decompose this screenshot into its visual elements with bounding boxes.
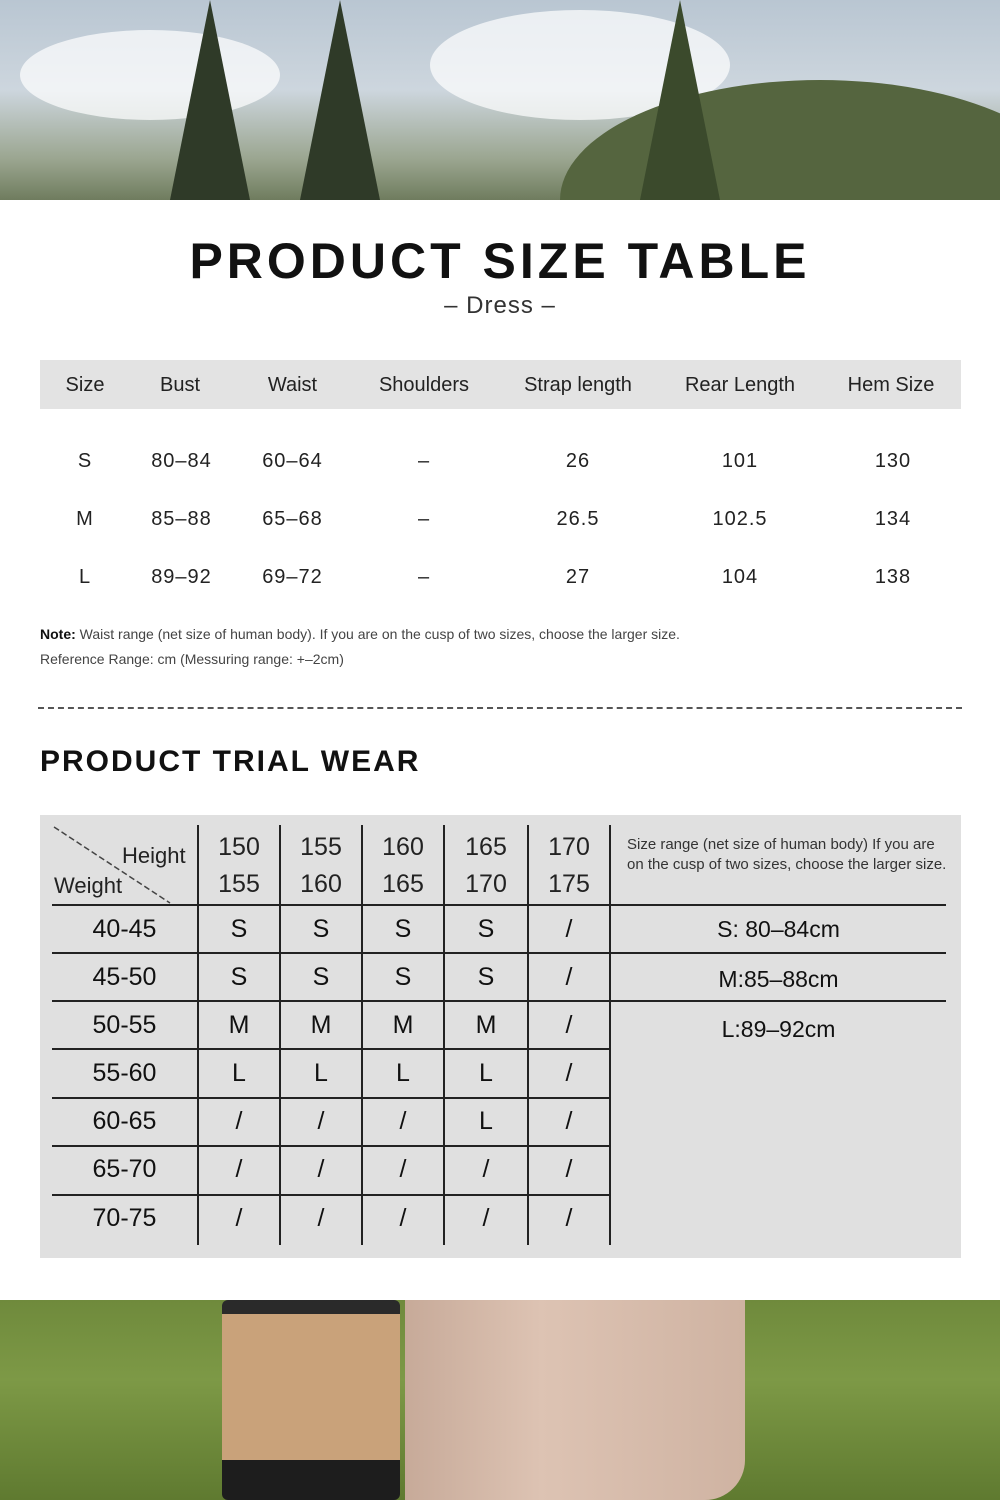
cell-hem-size: 138: [874, 566, 912, 588]
size-range-s: S: 80–84cm: [717, 916, 840, 942]
weight-cell: 50-55: [92, 1011, 157, 1039]
note-label: Note:: [40, 626, 76, 642]
cell-strap-length: 26: [565, 450, 591, 472]
size-cell: S: [477, 963, 495, 991]
height-col-2: [280, 829, 362, 903]
size-cell: /: [482, 1204, 490, 1232]
trial-wear-title: PRODUCT TRIAL WEAR: [40, 745, 421, 778]
size-cell: /: [399, 1107, 407, 1135]
grid-line: [52, 1000, 610, 1002]
grid-line: [52, 1097, 610, 1099]
size-cell: L: [479, 1059, 493, 1087]
cell-bust: 85–88: [151, 508, 212, 530]
height-from: 155: [300, 833, 342, 861]
note-text: Waist range (net size of human body). If you are on the cusp of two sizes, choose the larger size.: [75, 626, 680, 642]
size-note: [40, 626, 680, 642]
size-cell: /: [399, 1204, 407, 1232]
height-to: 160: [300, 870, 342, 898]
grid-line: [609, 904, 946, 906]
size-cell: S: [230, 963, 248, 991]
height-col-3: [362, 829, 444, 903]
size-cell: S: [230, 915, 248, 943]
size-range-l: L:89–92cm: [721, 1016, 836, 1042]
height-from: 165: [465, 833, 507, 861]
weight-cell: 70-75: [92, 1204, 157, 1232]
height-col-5: [528, 829, 610, 903]
grid-line: [52, 952, 610, 954]
weight-cell: 65-70: [92, 1155, 157, 1183]
size-cell: /: [565, 1011, 573, 1039]
grid-line: [52, 1194, 610, 1196]
size-cell: /: [565, 1059, 573, 1087]
size-cell: /: [565, 1107, 573, 1135]
height-from: 150: [218, 833, 260, 861]
trial-wear-table: [40, 815, 961, 1258]
size-cell: /: [317, 1204, 325, 1232]
size-cell: S: [477, 915, 495, 943]
cell-bust: 89–92: [151, 566, 212, 588]
grid-line: [52, 904, 610, 906]
size-cell: L: [314, 1059, 328, 1087]
cell-bust: 80–84: [151, 450, 212, 472]
size-cell: S: [312, 963, 330, 991]
size-cell: /: [565, 1204, 573, 1232]
weight-label: Weight: [54, 873, 123, 898]
weight-cell: 55-60: [92, 1059, 157, 1087]
cell-shoulders: –: [417, 450, 431, 472]
grid-line: [609, 1000, 946, 1002]
height-to: 155: [218, 870, 260, 898]
tree: [170, 0, 250, 200]
size-cell: /: [565, 963, 573, 991]
page-title: PRODUCT SIZE TABLE: [189, 233, 811, 289]
cell-rear-length: 104: [721, 566, 759, 588]
height-col-1: [198, 829, 280, 903]
size-cell: M: [475, 1011, 497, 1039]
size-table-header: [40, 360, 961, 409]
size-cell: M: [228, 1011, 250, 1039]
size-cell: /: [482, 1155, 490, 1183]
size-cell: L: [479, 1107, 493, 1135]
cell-shoulders: –: [417, 566, 431, 588]
cell-waist: 69–72: [262, 566, 323, 588]
header-size: Size: [65, 374, 105, 396]
tree: [640, 0, 720, 200]
table-row: [40, 500, 961, 540]
header-waist: Waist: [267, 374, 318, 396]
section-divider: [38, 707, 962, 709]
header-bust: Bust: [159, 374, 201, 396]
skirt-image: [405, 1300, 745, 1500]
height-label: Height: [122, 843, 186, 868]
height-col-4: [444, 829, 528, 903]
cell-hem-size: 134: [874, 508, 912, 530]
size-cell: M: [392, 1011, 414, 1039]
table-row: [40, 558, 961, 598]
height-from: 170: [548, 833, 590, 861]
grid-line: [52, 1145, 610, 1147]
size-cell: S: [394, 915, 412, 943]
size-range-m: M:85–88cm: [718, 966, 839, 992]
reference-range: Reference Range: cm (Messuring range: +–2cm): [40, 651, 344, 667]
top-photo: [0, 0, 1000, 200]
cell-rear-length: 102.5: [712, 508, 768, 530]
size-cell: /: [317, 1155, 325, 1183]
weight-cell: 45-50: [92, 963, 157, 991]
size-cell: /: [235, 1107, 243, 1135]
size-cell: L: [232, 1059, 246, 1087]
height-to: 165: [382, 870, 424, 898]
cell-waist: 65–68: [262, 508, 323, 530]
grid-line: [609, 952, 946, 954]
size-cell: L: [396, 1059, 410, 1087]
cell-waist: 60–64: [262, 450, 323, 472]
cell-hem-size: 130: [874, 450, 912, 472]
cell-rear-length: 101: [721, 450, 759, 472]
cell-size: S: [77, 450, 93, 472]
weight-cell: 60-65: [92, 1107, 157, 1135]
cell-size: L: [78, 566, 92, 588]
cell-strap-length: 26.5: [556, 508, 600, 530]
header-shoulders: Shoulders: [378, 374, 470, 396]
page-subtitle: – Dress –: [444, 292, 556, 319]
cell-shoulders: –: [417, 508, 431, 530]
size-cell: /: [235, 1155, 243, 1183]
size-cell: /: [565, 915, 573, 943]
boot-image: [222, 1300, 400, 1500]
size-cell: /: [235, 1204, 243, 1232]
size-cell: M: [310, 1011, 332, 1039]
height-from: 160: [382, 833, 424, 861]
table-row: [40, 442, 961, 482]
cell-size: M: [76, 508, 94, 530]
height-to: 175: [548, 870, 590, 898]
size-cell: /: [565, 1155, 573, 1183]
header-rear-length: Rear Length: [684, 374, 796, 396]
height-to: 170: [465, 870, 507, 898]
header-strap-length: Strap length: [524, 374, 632, 396]
size-range-note: Size range (net size of human body) If you are on the cusp of two sizes, choose the larger size.: [627, 836, 947, 873]
tree: [300, 0, 380, 200]
size-chart-panel: [0, 200, 1000, 1300]
size-cell: /: [317, 1107, 325, 1135]
size-cell: /: [399, 1155, 407, 1183]
size-cell: S: [394, 963, 412, 991]
grid-line: [52, 1048, 610, 1050]
size-cell: S: [312, 915, 330, 943]
bottom-photo: [0, 1300, 1000, 1500]
header-hem-size: Hem Size: [847, 374, 935, 396]
cell-strap-length: 27: [565, 566, 591, 588]
weight-cell: 40-45: [92, 915, 157, 943]
